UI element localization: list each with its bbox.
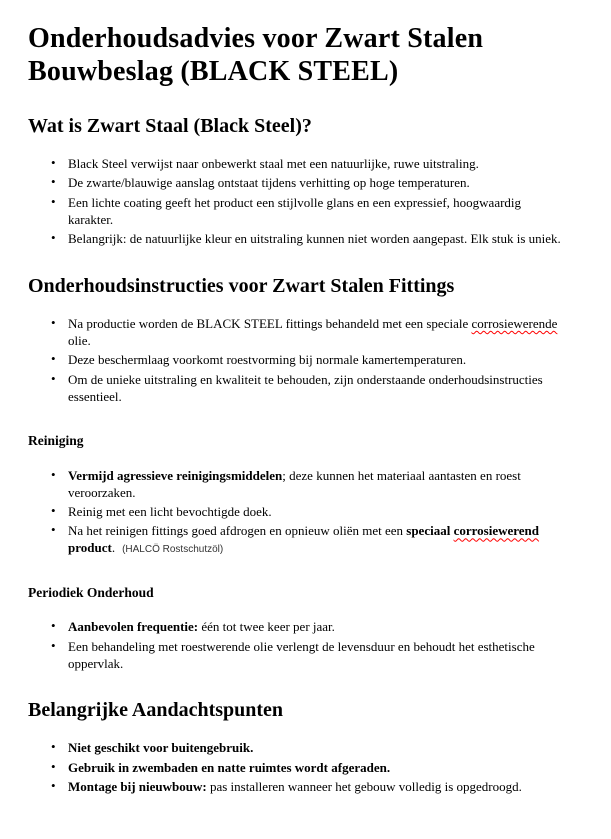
section-heading: Onderhoudsinstructies voor Zwart Stalen Fittings	[28, 275, 455, 298]
list-item	[68, 316, 568, 350]
document-title: Onderhoudsadvies voor Zwart Stalen Bouwbeslag (BLACK STEEL)	[28, 23, 484, 88]
list-item	[68, 760, 568, 777]
list-item	[68, 156, 568, 173]
list-item	[68, 372, 568, 406]
text-segment: .	[111, 540, 116, 556]
text-segment: ; deze kunnen het materiaal aantasten en roest veroorzaken.	[68, 467, 521, 500]
text-segment: De zwarte/blauwige aanslag ontstaat tijdens verhitting op hoge temperaturen.	[68, 175, 470, 191]
text-segment: pas installeren wanneer het gebouw volledig is opgedroogd.	[206, 779, 522, 795]
bullet-list	[28, 619, 579, 672]
text-segment: Vermijd agressieve reinigingsmiddelen	[68, 467, 283, 483]
text-segment: één tot twee keer per jaar.	[198, 619, 335, 635]
text-segment: Aanbevolen frequentie:	[68, 619, 199, 635]
misspelled-text: corrosiewerend	[453, 523, 540, 539]
section-heading: Reiniging	[28, 433, 84, 449]
text-segment: Gebruik in zwembaden en natte ruimtes wordt afgeraden.	[68, 759, 391, 775]
list-item	[68, 175, 568, 192]
bullet-list	[28, 740, 579, 796]
list-item	[68, 352, 568, 369]
misspelled-text: corrosiewerende	[471, 316, 558, 332]
bullet-list	[28, 316, 579, 405]
sections	[28, 114, 579, 796]
text-segment: Reinig met een licht bevochtigde doek.	[68, 503, 272, 519]
list-item	[68, 523, 568, 557]
list-item	[68, 231, 568, 248]
list-item	[68, 195, 568, 229]
text-segment: olie.	[68, 332, 91, 348]
text-segment: Een behandeling met roestwerende olie verlengt de levensduur en behoudt het esthetische oppervlak.	[68, 638, 535, 671]
product-note: (HALCÖ Rostschutzöl)	[122, 544, 224, 556]
bullet-list	[28, 468, 579, 557]
section-wat-is-zwart-staal	[28, 114, 579, 248]
text-segment: Om de unieke uitstraling en kwaliteit te behouden, zijn onderstaande onderhoudsinstructies essentieel.	[68, 371, 543, 404]
text-segment: Montage bij nieuwbouw:	[68, 779, 207, 795]
list-item	[68, 639, 568, 673]
list-item	[68, 619, 568, 636]
section-heading: Periodiek Onderhoud	[28, 585, 154, 601]
section-heading: Belangrijke Aandachtspunten	[28, 699, 284, 722]
text-segment: Black Steel verwijst naar onbewerkt staal met een natuurlijke, ruwe uitstraling.	[68, 156, 479, 172]
section-heading: Wat is Zwart Staal (Black Steel)?	[28, 115, 312, 138]
list-item	[68, 779, 568, 796]
list-item	[68, 468, 568, 502]
section-belangrijke-aandachtspunten	[28, 698, 579, 796]
bullet-list	[28, 156, 579, 248]
section-onderhoudsinstructies	[28, 274, 579, 405]
section-periodiek-onderhoud	[28, 585, 579, 672]
text-segment: Niet geschikt voor buitengebruik.	[68, 740, 254, 756]
text-segment: Deze beschermlaag voorkomt roestvorming bij normale kamertemperaturen.	[68, 352, 467, 368]
text-segment: Een lichte coating geeft het product een stijlvolle glans en een expressief, hoogwaardig karakter.	[68, 194, 522, 227]
text-segment: Belangrijk: de natuurlijke kleur en uitstraling kunnen niet worden aangepast. Elk stuk is uniek.	[68, 231, 561, 247]
section-reiniging	[28, 433, 579, 557]
text-segment: Na productie worden de BLACK STEEL fittings behandeld met een speciale	[68, 316, 472, 332]
text-segment: speciaal	[406, 523, 454, 539]
text-segment: product	[68, 540, 112, 556]
text-segment: Na het reinigen fittings goed afdrogen en opnieuw oliën met een	[68, 523, 407, 539]
list-item	[68, 740, 568, 757]
list-item	[68, 504, 568, 521]
